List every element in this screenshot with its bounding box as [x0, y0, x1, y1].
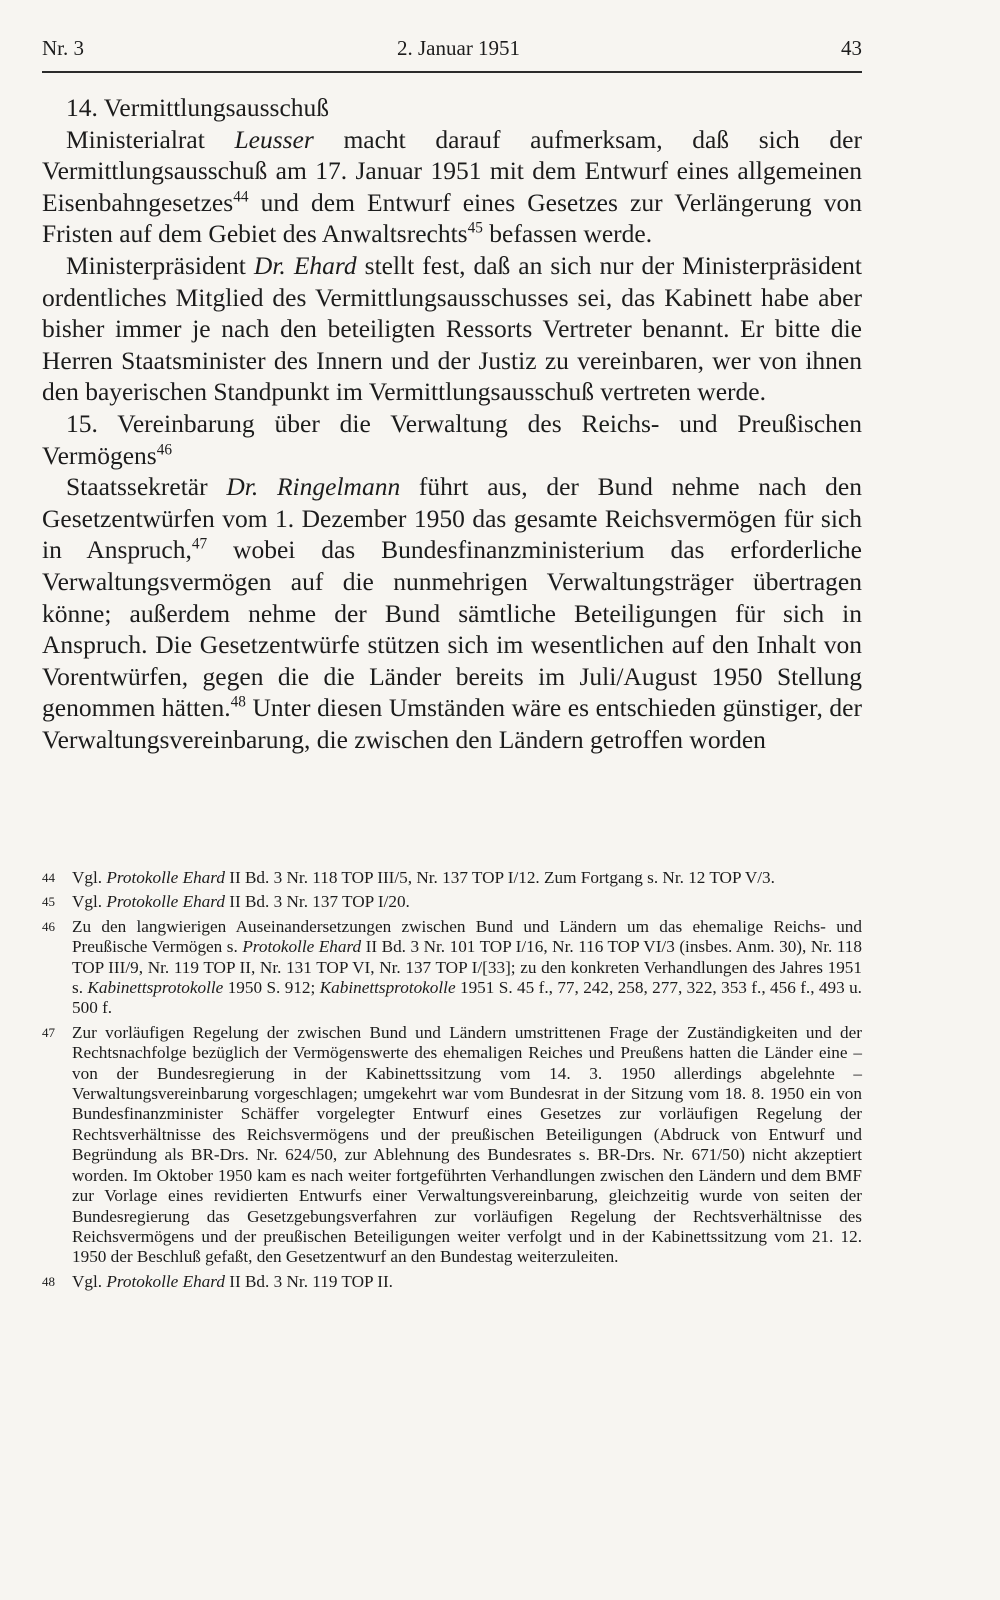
footnote-46: 46 Zu den langwierigen Auseinandersetzungen zwischen Bund und Ländern um das ehemalige Reichs- und Preußische Vermögen s. Protokolle Ehard II Bd. 3 Nr. 101 TOP I/16, Nr. 116 TOP VI/3 (insbes. Anm. 30), Nr. 118 TOP III/9, Nr. 119 TOP II, Nr. 131 TOP VI, Nr. 137 TOP I/[33]; zu den konkreten Verhandlungen des Jahres 1951 s. Kabinettsprotokolle 1950 S. 912; Kabinettsprotokolle 1951 S. 45 f., 77, 242, 258, 277, 322, 353 f., 456 f., 493 u. 500 f. — [42, 916, 862, 1018]
section-heading-15: 15. Vereinbarung über die Verwaltung des Reichs- und Preußischen Vermögens$^{46}$ — [42, 408, 862, 470]
section-heading-14: 14. Vermittlungsausschuß — [66, 93, 330, 122]
running-header — [42, 36, 862, 72]
footnote-45: 45 Vgl. Protokolle Ehard II Bd. 3 Nr. 137 TOP I/20. — [42, 892, 410, 912]
paragraph-vermittlung-1: Ministerialrat Leusser macht darauf aufmerksam, daß sich der Vermittlungsausschuß am 17. Januar 1951 mit dem Entwurf eines allgemeinen Eisenbahngesetzes$^{44}$ und dem Entwurf eines Gesetzes zur Verlängerung von Fristen auf dem Gebiet des Anwaltsrechts$^{45}$ befassen werde. — [42, 124, 862, 249]
footnote-48: 48 Vgl. Protokolle Ehard II Bd. 3 Nr. 119 TOP II. — [42, 1271, 393, 1291]
paragraph-vereinbarung: Staatssekretär Dr. Ringelmann führt aus, der Bund nehme nach den Gesetzentwürfen vom 1. Dezember 1950 das gesamte Reichsvermögen für sich in Anspruch,$^{47}$ wobei das Bundesfinanzministerium das erforderliche Verwaltungsvermögen auf die nunmehrigen Verwaltungsträger übertragen könne; außerdem nehme der Bund sämtliche Beteiligungen für sich in Anspruch. Die Gesetzentwürfe stützen sich im wesentlichen auf den Inhalt von Vorentwürfen, gegen die die Länder bereits im Juli/August 1950 Stellung genommen hätten.$^{48}$ Unter diesen Umständen wäre es entschieden günstiger, der Verwaltungsvereinbarung, die zwischen den Ländern getroffen worden — [42, 472, 862, 754]
page-number: 43 — [841, 36, 862, 60]
footnote-number: 45 — [42, 894, 55, 910]
footnote-ref: 47 — [191, 535, 208, 553]
issue-number: Nr. 3 — [42, 36, 84, 60]
footnote-ref: 46 — [156, 441, 173, 459]
person-name: Dr. Ehard — [253, 250, 357, 280]
footnote-ref: 44 — [233, 188, 249, 206]
paragraph-vermittlung-2: Ministerpräsident Dr. Ehard stellt fest, daß an sich nur der Ministerpräsident ordentliches Mitglied des Vermittlungsausschusses sei, das Kabinett habe aber bisher immer je nach den beteiligten Ressorts Vertreter benannt. Er bitte die Herren Staatsminister des Innern und der Justiz zu vereinbaren, wer von ihnen den bayerischen Standpunkt im Vermittlungsausschuß vertreten werde. — [42, 250, 862, 407]
footnote-number: 47 — [42, 1024, 55, 1040]
footnote-ref: 48 — [230, 693, 246, 711]
main-text — [42, 92, 862, 755]
person-name: Dr. Ringelmann — [226, 472, 401, 502]
footnote-44: 44 Vgl. Protokolle Ehard II Bd. 3 Nr. 118 TOP III/5, Nr. 137 TOP I/12. Zum Fortgang s. Nr. 12 TOP V/3. — [42, 868, 775, 887]
footnote-number: 44 — [42, 870, 55, 885]
session-date: 2. Januar 1951 — [397, 36, 521, 60]
footnote-ref: 45 — [467, 219, 483, 237]
footnote-47: 47 Zur vorläufigen Regelung der zwischen Bund und Ländern umstrittenen Frage der Zuständigkeiten und der Rechtsnachfolge bezüglich der Vermögenswerte des ehemaligen Reiches und Preußens hatten die Länder eine – von der Bundesregierung in der Kabinettssitzung vom 14. 3. 1950 allerdings abgelehnte – Verwaltungsvereinbarung vorgeschlagen; umgekehrt war vom Bundesrat in der Sitzung vom 18. 8. 1950 ein von Bundesfinanzminister Schäffer vorgelegter Entwurf eines Gesetzes zur vorläufigen Regelung der Rechtsverhältnisse des Reichsvermögens und der preußischen Beteiligungen (Abdruck von Entwurf und Begründung als BR-Drs. Nr. 624/50, zur Ablehnung des Bundesrates s. BR-Drs. Nr. 671/50) nicht akzeptiert worden. Im Oktober 1950 kam es nach weiter fortgeführten Verhandlungen zwischen den Ländern und dem BMF zur Vorlage eines revidierten Entwurfs einer Verwaltungsvereinbarung, gleichzeitig wurde von seiten der Bundesregierung das Gesetzgebungsverfahren zur vorläufigen Regelung der Rechtsverhältnisse des Reichsvermögens und der preußischen Beteiligungen weiter verfolgt und in der Kabinettssitzung vom 21. 12. 1950 der Beschluß gefaßt, den Gesetzentwurf an den Bundestag weiterzuleiten. — [42, 1022, 862, 1267]
header-rule — [42, 71, 862, 73]
footnote-number: 48 — [42, 1273, 55, 1289]
footnote-number: 46 — [42, 918, 55, 934]
footnotes — [42, 868, 862, 1296]
person-name: Leusser — [234, 124, 314, 154]
